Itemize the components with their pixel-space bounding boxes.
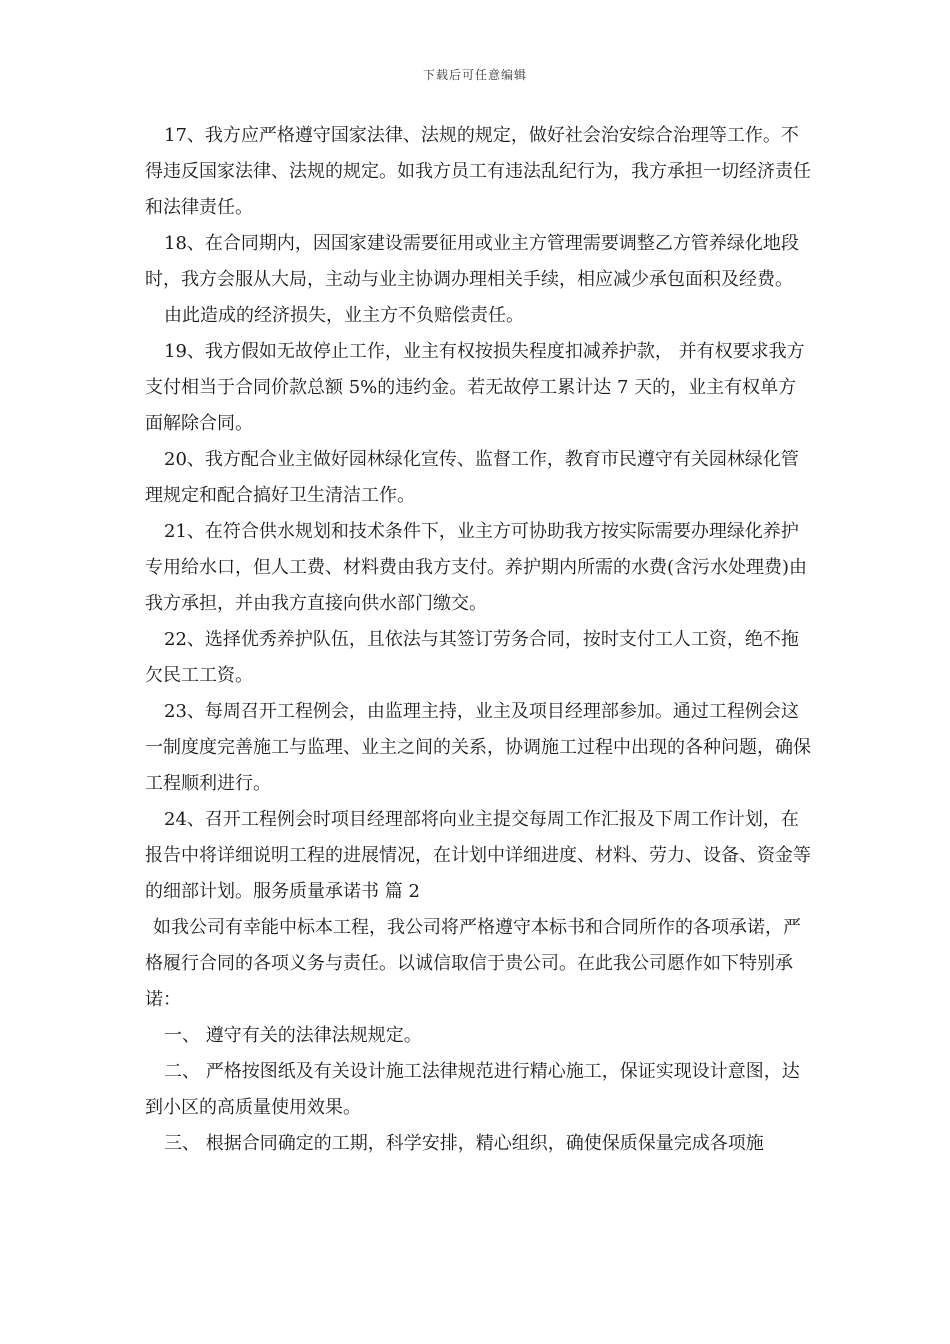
page-header-note: 下载后可任意编辑 [422, 68, 527, 82]
commitment-item-2: 二、 严格按图纸及有关设计施工法律规范进行精心施工，保证实现设计意图，达到小区的高质量使用效果。 [145, 1061, 800, 1118]
paragraph-18-note: 由此造成的经济损失，业主方不负赔偿责任。 [164, 305, 524, 326]
document-body [145, 118, 813, 1162]
paragraph-22: 22、选择优秀养护队伍，且依法与其签订劳务合同，按时支付工人工资，绝不拖欠民工工资。 [145, 629, 799, 686]
commitment-intro: 如我公司有幸能中标本工程，我公司将严格遵守本标书和合同所作的各项承诺，严格履行合同的各项义务与责任。以诚信取信于贵公司。在此我公司愿作如下特别承诺： [145, 917, 801, 1010]
paragraph-19: 19、我方假如无故停止工作，业主有权按损失程度扣减养护款， 并有权要求我方支付相当于合同价款总额 5%的违约金。若无故停工累计达 7 天的，业主有权单方面解除合同。 [145, 341, 805, 434]
paragraph-21: 21、在符合供水规划和技术条件下，业主方可协助我方按实际需要办理绿化养护专用给水口，但人工费、材料费由我方支付。养护期内所需的水费(含污水处理费)由我方承担，并由我方直接向供水部门缴交。 [145, 521, 808, 614]
paragraph-20: 20、我方配合业主做好园林绿化宣传、监督工作，教育市民遵守有关园林绿化管理规定和配合搞好卫生清洁工作。 [145, 449, 799, 506]
paragraph-17: 17、我方应严格遵守国家法律、法规的规定，做好社会治安综合治理等工作。不得违反国家法律、法规的规定。如我方员工有违法乱纪行为，我方承担一切经济责任和法律责任。 [145, 125, 811, 218]
paragraph-23: 23、每周召开工程例会，由监理主持，业主及项目经理部参加。通过工程例会这一制度度完善施工与监理、业主之间的关系，协调施工过程中出现的各种问题，确保工程顺利进行。 [145, 701, 811, 794]
commitment-item-1: 一、 遵守有关的法律法规规定。 [164, 1025, 422, 1046]
paragraph-18: 18、在合同期内，因国家建设需要征用或业主方管理需要调整乙方管养绿化地段时，我方会服从大局，主动与业主协调办理相关手续，相应减少承包面积及经费。 [145, 233, 799, 290]
paragraph-24: 24、召开工程例会时项目经理部将向业主提交每周工作汇报及下周工作计划，在报告中将详细说明工程的进展情况，在计划中详细进度、材料、劳力、设备、资金等的细部计划。服务质量承诺书 篇 2 [145, 809, 811, 902]
commitment-item-3: 三、 根据合同确定的工期，科学安排，精心组织，确使保质保量完成各项施 [164, 1133, 764, 1154]
